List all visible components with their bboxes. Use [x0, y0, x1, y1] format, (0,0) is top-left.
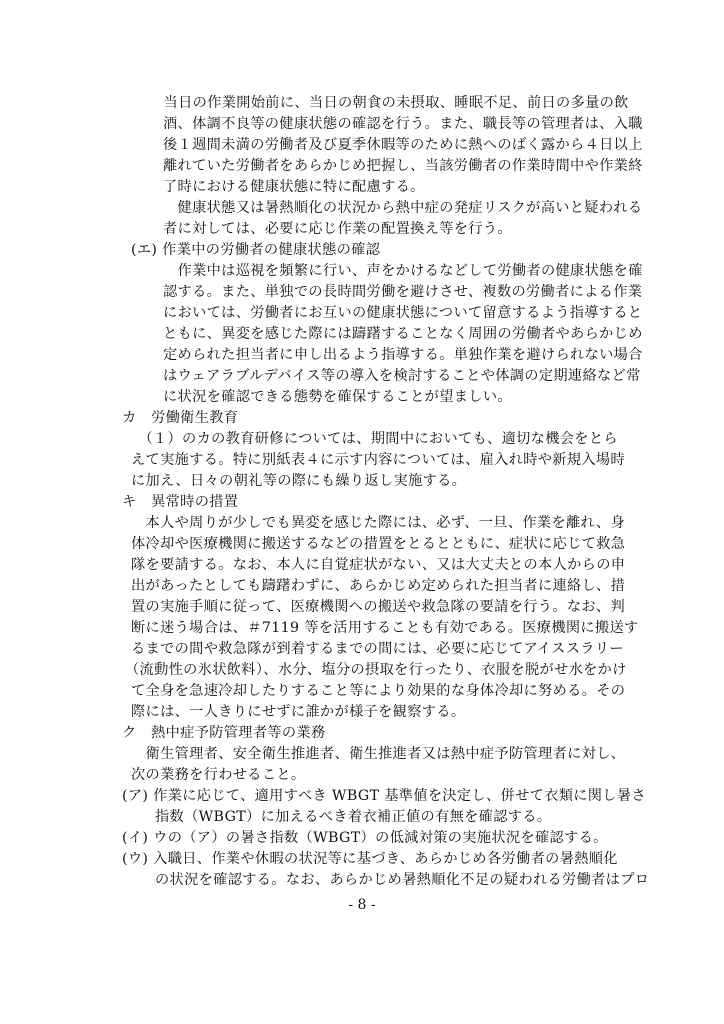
text-line: 認する。また、単独での長時間労働を避けさせ、複数の労働者による作業 — [163, 284, 643, 300]
text-line: 体冷却や医療機関に搬送するなどの措置をとるとともに、症状に応じて救急 — [131, 536, 626, 552]
text-line: においては、労働者にお互いの健康状態について留意するよう指導すると — [163, 305, 643, 321]
text-line: 出があったとしても躊躇わずに、あらかじめ定められた担当者に連絡し、措 — [131, 578, 626, 594]
text-line: るまでの間や救急隊が到着するまでの間には、必要に応じてアイススラリー — [131, 641, 624, 657]
list-item: (ア) 作業に応じて、適用すべき WBGT 基準値を決定し、併せて衣類に関し暑さ — [122, 788, 646, 804]
text-line: ともに、異変を感じた際には躊躇することなく周囲の労働者やあらかじめ — [163, 326, 643, 342]
text-line: 指数（WBGT）に加えるべき着衣補正値の有無を確認する。 — [155, 809, 552, 825]
text-line: えて実施する。特に別紙表４に示す内容については、雇入れ時や新規入場時 — [131, 452, 625, 468]
text-line: 離れていた労働者をあらかじめ把握し、当該労働者の作業時間中や作業終 — [163, 158, 643, 174]
text-line: に状況を確認できる態勢を確保することが望ましい。 — [163, 389, 512, 405]
text-line: 隊を要請する。なお、本人に自覚症状がない、又は大丈夫との本人からの申 — [131, 557, 626, 573]
text-line: に加え、日々の朝礼等の際にも繰り返し実施する。 — [131, 473, 467, 489]
text-line: はウェアラブルデバイス等の導入を検討することや体調の定期連絡など常 — [163, 368, 641, 384]
section-heading: カ 労働衛生教育 — [122, 410, 239, 426]
text-line: （流動性の氷状飲料）、水分、塩分の摂取を行ったり、衣服を脱がせ水をかけ — [125, 662, 627, 678]
text-line: 健康状態又は暑熱順化の状況から熱中症の発症リスクが高いと疑われる — [163, 200, 643, 216]
text-line: 衛生管理者、安全衛生推進者、衛生推進者又は熱中症予防管理者に対し、 — [131, 746, 626, 762]
text-line: （１）のカの教育研修については、期間中においても、適切な機会をとら — [131, 431, 618, 447]
text-line: 酒、体調不良等の健康状態の確認を行う。また、職長等の管理者は、入職 — [163, 116, 643, 132]
list-item: (ウ) 入職日、作業や休暇の状況等に基づき、あらかじめ各労働者の暑熱順化 — [122, 851, 618, 867]
text-line: 作業中は巡視を頻繁に行い、声をかけるなどして労働者の健康状態を確 — [163, 263, 643, 279]
text-line: 当日の作業開始前に、当日の朝食の未摂取、睡眠不足、前日の多量の飲 — [149, 95, 629, 111]
text-line: て全身を急速冷却したりすること等により効果的な身体冷却に努める。その — [131, 683, 626, 699]
section-heading: (エ) 作業中の労働者の健康状態の確認 — [131, 242, 381, 258]
text-line: 置の実施手順に従って、医療機関への搬送や救急隊の要請を行う。なお、判 — [131, 599, 625, 615]
section-heading: キ 異常時の措置 — [122, 494, 239, 510]
section-heading: ク 熱中症予防管理者等の業務 — [122, 725, 326, 741]
list-item: (イ) ウの（ア）の暑さ指数（WBGT）の低減対策の実施状況を確認する。 — [122, 830, 608, 846]
text-line: の状況を確認する。なお、あらかじめ暑熱順化不足の疑われる労働者はプロ — [155, 872, 650, 888]
text-line: 者に対しては、必要に応じ作業の配置換え等を行う。 — [163, 221, 512, 237]
text-line: 際には、一人きりにせずに誰かが様子を観察する。 — [131, 704, 466, 720]
text-line: 了時における健康状態に特に配慮する。 — [163, 179, 425, 195]
text-line: 次の業務を行わせること。 — [131, 767, 306, 783]
text-line: 本人や周りが少しでも異変を感じた際には、必ず、一旦、作業を離れ、身 — [131, 515, 625, 531]
text-line: 断に迷う場合は、＃7119 等を活用することも有効である。医療機関に搬送す — [131, 620, 639, 636]
text-line: 定められた担当者に申し出るよう指導する。単独作業を避けられない場合 — [163, 347, 643, 363]
page-number: - 8 - — [348, 897, 376, 913]
text-line: 後１週間未満の労働者及び夏季休暇等のために熱へのばく露から４日以上 — [163, 137, 643, 153]
